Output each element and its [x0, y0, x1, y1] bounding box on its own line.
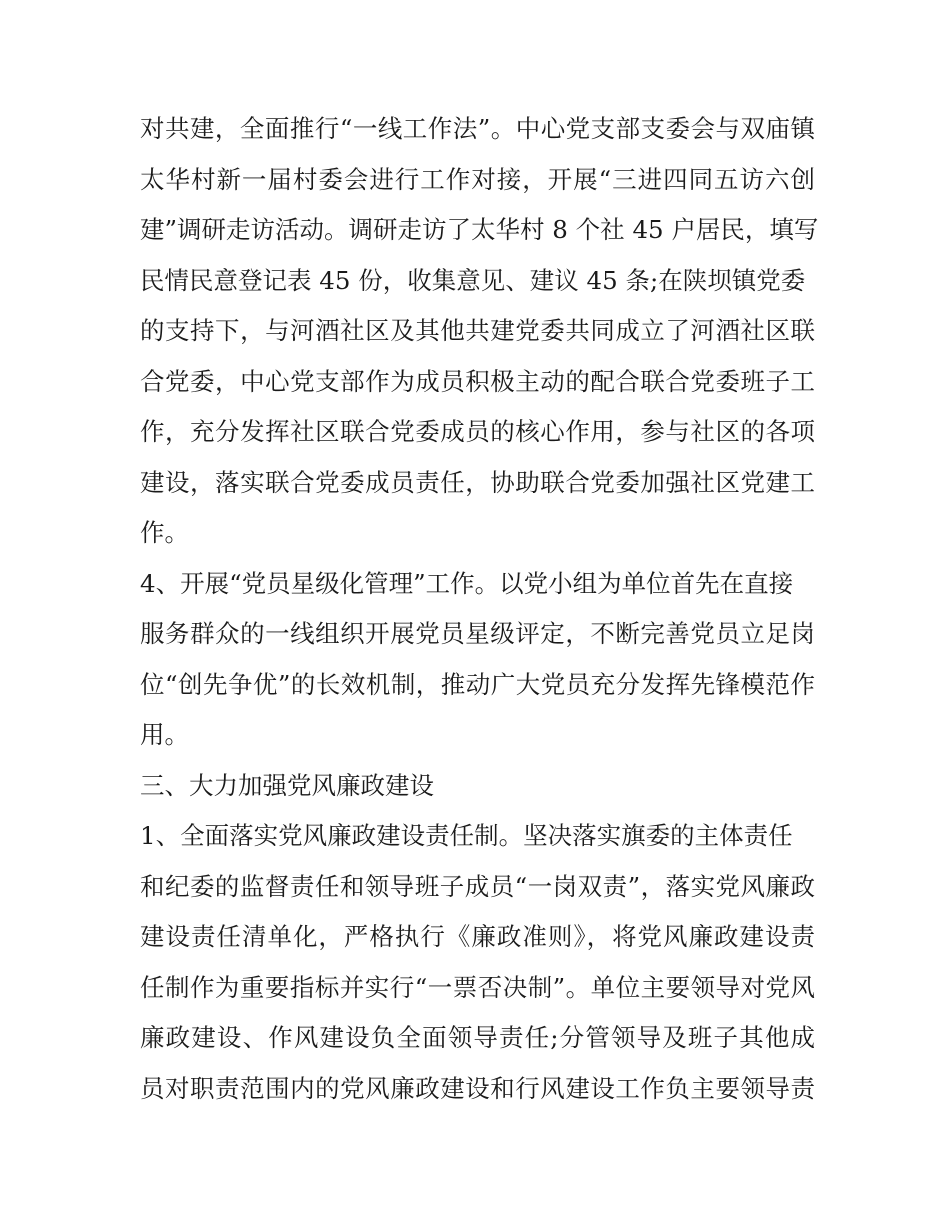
text-line: 建”调研走访活动。调研走访了太华村 8 个社 45 户居民，填写: [140, 215, 819, 244]
text-line: 任制作为重要指标并实行“一票否决制”。单位主要领导对党风: [140, 972, 815, 1002]
text-line: 作，充分发挥社区联合党委成员的核心作用，参与社区的各项: [140, 417, 815, 446]
text-line: 的支持下，与河酒社区及其他共建党委共同成立了河酒社区联: [140, 316, 815, 345]
text-line: 员对职责范围内的党风廉政建设和行风建设工作负主要领导责: [140, 1073, 815, 1103]
text-line: 对共建，全面推行“一线工作法”。中心党支部支委会与双庙镇: [140, 114, 815, 143]
text-line: 建设责任清单化，严格执行《廉政准则》，将党风廉政建设责: [140, 922, 815, 951]
section-heading: 三、大力加强党风廉政建设: [140, 770, 434, 800]
text-line: 作。: [140, 518, 189, 547]
text-line: 太华村新一届村委会进行工作对接，开展“三进四同五访六创: [140, 164, 815, 194]
text-line: 位“创先争优”的长效机制，推动广大党员充分发挥先锋模范作: [140, 669, 815, 699]
text-line: 1、全面落实党风廉政建设责任制。坚决落实旗委的主体责任: [140, 821, 793, 850]
text-line: 用。: [140, 720, 189, 749]
text-line: 服务群众的一线组织开展党员星级评定，不断完善党员立足岗: [140, 619, 815, 648]
text-line: 和纪委的监督责任和领导班子成员“一岗双责”，落实党风廉政: [140, 871, 815, 901]
text-line: 合党委，中心党支部作为成员积极主动的配合联合党委班子工: [140, 366, 815, 396]
text-line: 4、开展“党员星级化管理”工作。以党小组为单位首先在直接: [140, 568, 794, 598]
text-line: 民情民意登记表 45 份，收集意见、建议 45 条;在陕坝镇党委: [140, 265, 806, 295]
text-line: 建设，落实联合党委成员责任，协助联合党委加强社区党建工: [140, 467, 815, 497]
document-body: [140, 104, 819, 1114]
text-line: 廉政建设、作风建设负全面领导责任;分管领导及班子其他成: [140, 1023, 815, 1052]
